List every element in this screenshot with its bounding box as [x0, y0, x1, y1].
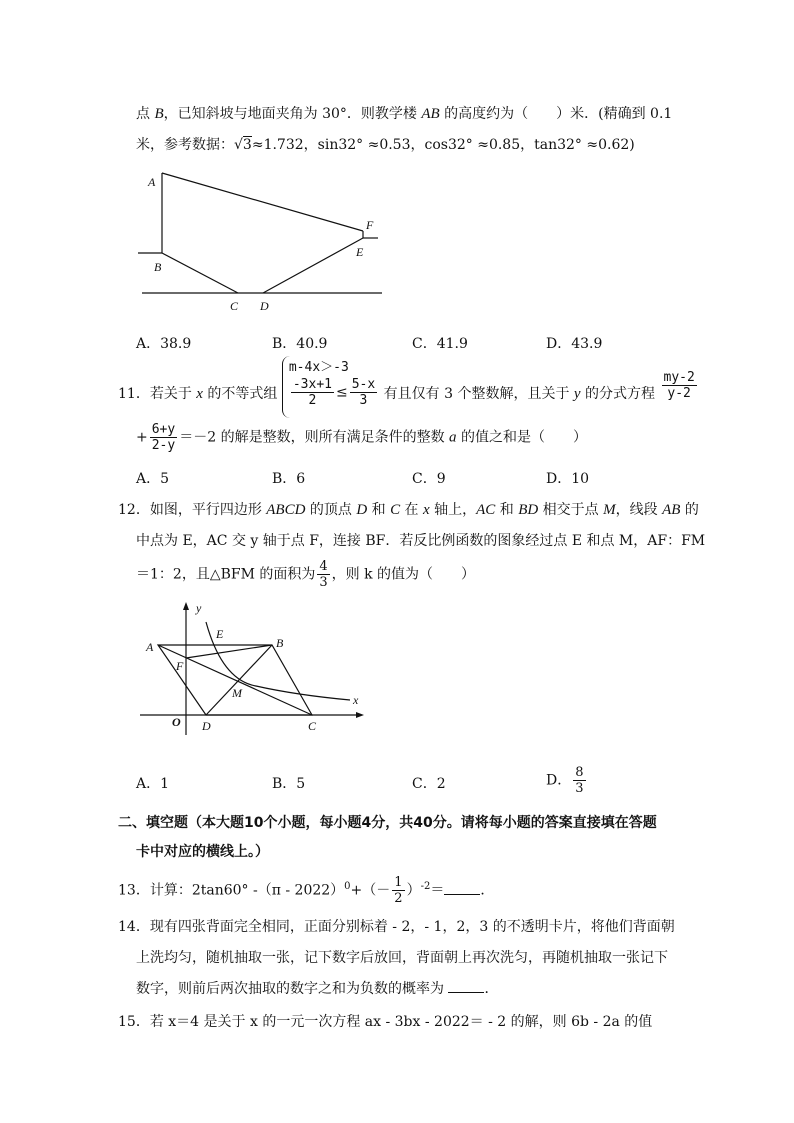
q14-line2: 上洗均匀，随机抽取一张，记下数字后放回，背面朝上再次洗匀，再随机抽取一张记下: [136, 950, 668, 966]
y-axis-arrow: [183, 602, 189, 610]
label-e: E: [216, 627, 224, 641]
q11-option-c[interactable]: C．9: [412, 471, 446, 487]
slope-bc: [162, 253, 238, 293]
q11-option-b[interactable]: B．6: [272, 471, 306, 487]
label-c: C: [308, 719, 317, 733]
sqrt-symbol: √: [234, 137, 243, 153]
q12-option-a[interactable]: A．1: [136, 776, 170, 792]
slope-de: [263, 238, 363, 293]
q10-figure: [130, 165, 390, 315]
q14-line3: 数字，则前后两次抽取的数字之和为负数的概率为 ．: [136, 981, 499, 997]
answer-blank[interactable]: [448, 980, 484, 993]
q15-line1: 15．若 x＝4 是关于 x 的一元一次方程 ax - 3bx - 2022＝ - 2 的解，则 6b - 2a 的值: [118, 1014, 653, 1030]
label-o: O: [172, 715, 181, 729]
q10-option-c[interactable]: C．41.9: [412, 336, 468, 352]
label-a: A: [148, 175, 156, 189]
answer-blank[interactable]: [444, 882, 480, 895]
q13-line: 13．计算：2tan60° -（π - 2022）$^0$+（－ $\frac{1}{2}$ ）$^{-2}$＝ ．: [118, 875, 495, 906]
q11-option-a[interactable]: A．5: [136, 471, 170, 487]
label-d: D: [260, 299, 269, 313]
label-a: A: [146, 640, 154, 654]
q12-figure: [136, 600, 376, 740]
label-b: B: [154, 260, 162, 274]
q10-option-a[interactable]: A．38.9: [136, 336, 192, 352]
q10-line1: 点 B，已知斜坡与地面夹角为 30°．则教学楼 AB 的高度约为（ ）米．(精确到 0.1: [136, 106, 673, 122]
fraction-4-3: $\frac{4}{3}$: [319, 559, 328, 590]
q12-option-c[interactable]: C．2: [412, 776, 446, 792]
segment-bf: [186, 645, 272, 658]
q11-line1: 11．若关于 x 的不等式组 m-4x＞-3 $\frac{-3x+1}{2}$ ≤ $\frac{5-x}{3}$ 有且仅有 3 个整数解，且关于 y 的分式方程 $\frac{my-2}{y-2}$: [118, 356, 699, 426]
label-f: F: [366, 218, 374, 232]
label-c: C: [230, 299, 239, 313]
label-m: M: [232, 686, 242, 700]
label-d: D: [202, 719, 211, 733]
q11-line2: + $\frac{6+y}{2-y}$ ＝－2 的解是整数，则所有满足条件的整数 a 的值之和是（ ）: [136, 422, 587, 453]
q11-option-d[interactable]: D．10: [546, 471, 590, 487]
fraction-my2-y2: $\frac{my-2}{y-2}$: [663, 370, 695, 401]
q10-line2: 米，参考数据：√3≈1.732，sin32° ≈0.53，cos32° ≈0.85，tan32° ≈0.62): [136, 137, 635, 153]
q14-line1: 14．现有四张背面完全相同，正面分别标着 - 2，- 1，2，3 的不透明卡片，将他们背面朝: [118, 919, 675, 935]
label-x: x: [353, 693, 359, 707]
hyperbola-curve: [206, 622, 350, 700]
q12-line2: 中点为 E，AC 交 y 轴于点 F，连接 BF．若反比例函数的图象经过点 E 和点 M，AF：FM: [136, 533, 706, 549]
label-e: E: [356, 245, 364, 259]
q12-option-b[interactable]: B．5: [272, 776, 306, 792]
fraction-6y-2y: $\frac{6+y}{2-y}$: [151, 422, 176, 453]
section2-title-line1: 二、填空题（本大题10个小题，每小题4分，共40分。请将每小题的答案直接填在答题: [118, 815, 657, 831]
q10-option-b[interactable]: B．40.9: [272, 336, 328, 352]
section2-title-line2: 卡中对应的横线上。）: [136, 844, 269, 860]
q12-line3: ＝1：2，且△BFM 的面积为 $\frac{4}{3}$ ，则 k 的值为（ ）: [136, 559, 476, 590]
line-af: [162, 173, 363, 231]
label-b: B: [276, 636, 284, 650]
q12-line1: 12．如图，平行四边形 ABCD 的顶点 D 和 C 在 x 轴上，AC 和 BD 相交于点 M，线段 AB 的: [118, 502, 699, 518]
inequality-system: m-4x＞-3 $\frac{-3x+1}{2}$ ≤ $\frac{5-x}{3}$: [282, 356, 379, 418]
x-axis-arrow: [356, 712, 364, 718]
label-f: F: [176, 659, 184, 673]
label-y: y: [196, 601, 202, 615]
q12-option-d[interactable]: D． $\frac{8}{3}$: [546, 765, 584, 796]
q10-option-d[interactable]: D．43.9: [546, 336, 603, 352]
diagonal-ac: [158, 645, 312, 715]
diagonal-bd: [206, 645, 272, 715]
